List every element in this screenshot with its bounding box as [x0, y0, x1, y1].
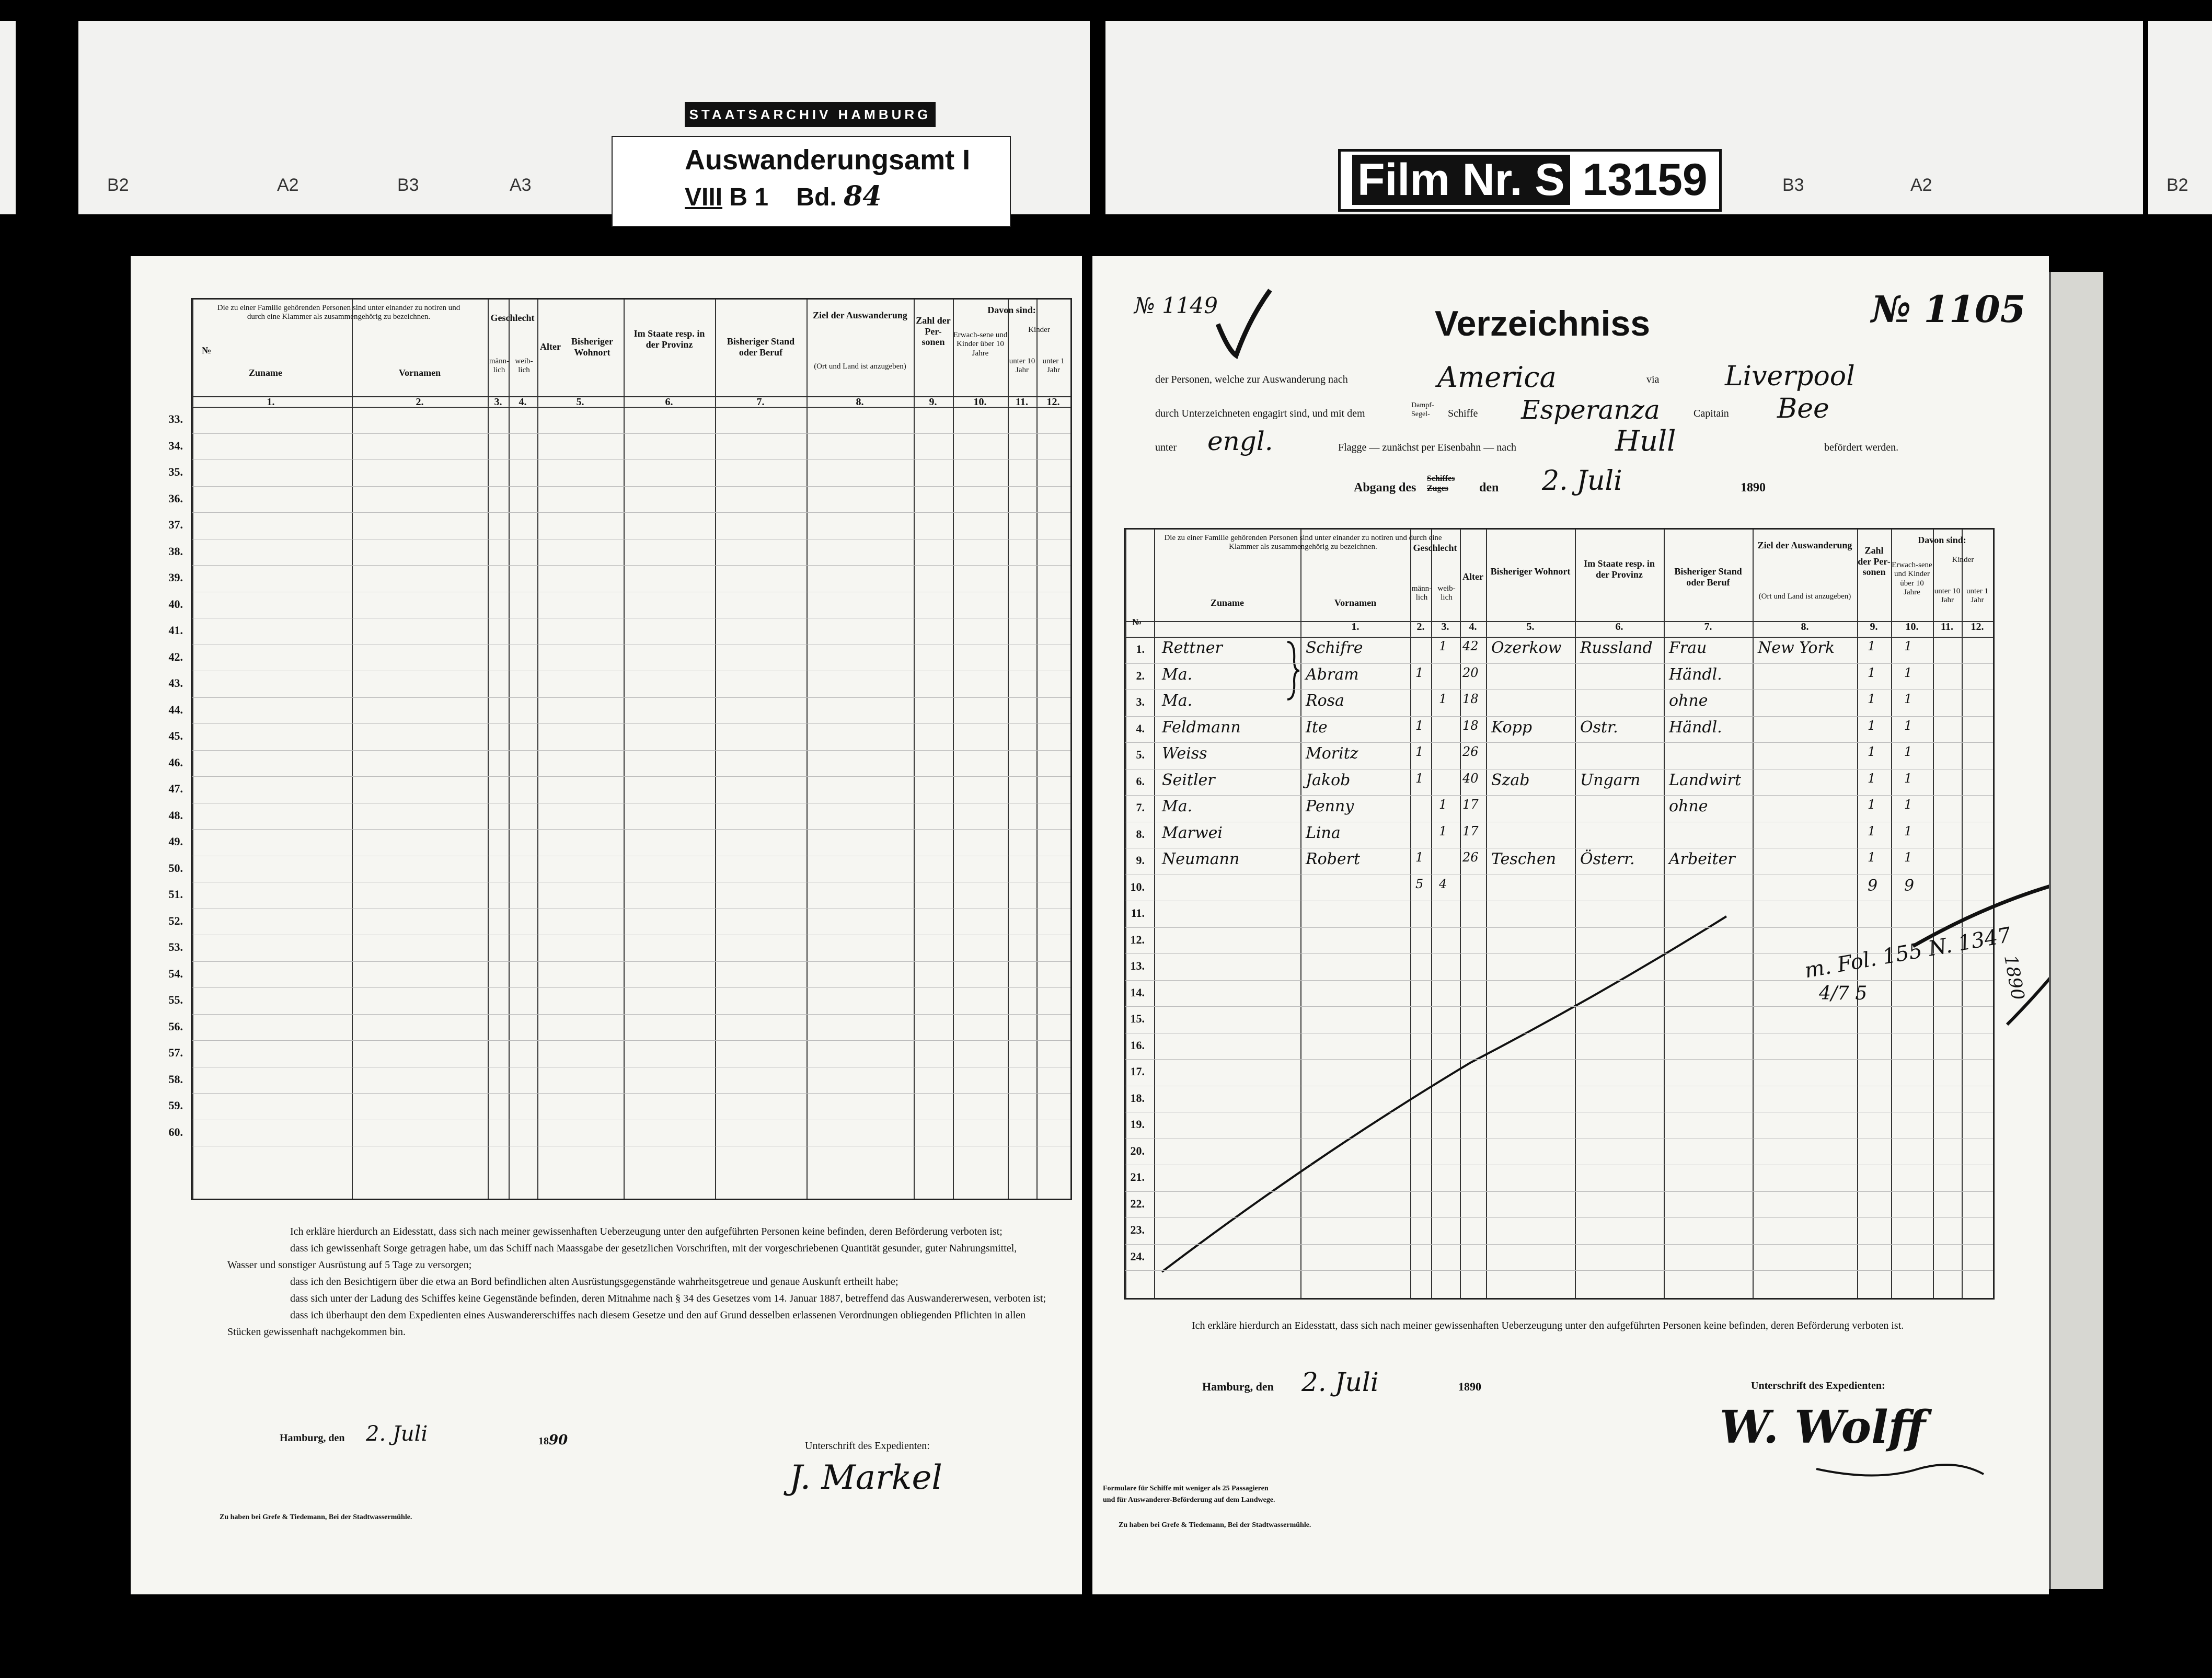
- row-number: 48.: [168, 808, 183, 822]
- captain-name: Bee: [1777, 393, 1829, 424]
- departure-den: den: [1479, 481, 1499, 495]
- header-family-note: Die zu einer Familie gehörenden Personen sind unter einander zu notiren und durch eine Klammer als zusammengehörig zu bezeichnen.: [217, 304, 460, 321]
- header-number-sign: №: [1132, 617, 1142, 627]
- passenger-alter: 18: [1462, 718, 1479, 733]
- film-perforation-gap: [1090, 0, 1105, 246]
- right-place-date: Hamburg, den: [1202, 1380, 1274, 1393]
- passenger-alter: 17: [1462, 797, 1479, 812]
- passenger-staat: Österr.: [1580, 850, 1635, 868]
- passenger-wohnort: Kopp: [1491, 718, 1533, 737]
- passenger-vorname: Robert: [1306, 850, 1361, 868]
- header-beruf: Bisheriger Stand oder Beruf: [727, 336, 795, 358]
- row-number: 38.: [168, 544, 183, 558]
- film-number: 13159: [1582, 155, 1708, 205]
- departure-label: Abgang des: [1354, 481, 1416, 495]
- passenger-vorname: Jakob: [1306, 771, 1351, 789]
- passenger-staat: Ostr.: [1580, 718, 1618, 737]
- right-signature-label: Unterschrift des Expedienten:: [1751, 1380, 1885, 1392]
- passenger-m: 1: [1415, 850, 1424, 865]
- left-declaration: [227, 1223, 1048, 1340]
- row-number: 15.: [1130, 1012, 1145, 1025]
- passenger-w: 1: [1439, 639, 1447, 653]
- row-number: 42.: [168, 650, 183, 663]
- row-number: 13.: [1130, 959, 1145, 972]
- row-number: 54.: [168, 967, 183, 980]
- row-number: 60.: [168, 1125, 183, 1139]
- row-rule: [192, 987, 1070, 988]
- passenger-zahl: 1: [1868, 797, 1876, 812]
- row-rule: [192, 961, 1070, 962]
- film-mark: B2: [2167, 175, 2188, 195]
- header-alter: Alter: [540, 341, 561, 352]
- header-ziel: Ziel der Auswanderung: [1757, 540, 1852, 550]
- passenger-wohnort: Teschen: [1491, 850, 1557, 868]
- row-rule: [1125, 927, 1993, 928]
- header-zahl: Zahl der Per-sonen: [916, 315, 951, 348]
- row-rule: [192, 486, 1070, 487]
- header-kinder: Kinder: [1952, 556, 1974, 564]
- row-rule: [1125, 1191, 1993, 1192]
- line3-text: Flagge — zunächst per Eisenbahn — nach: [1338, 442, 1517, 453]
- passenger-zahl: 1: [1868, 665, 1876, 680]
- left-place-date: Hamburg, den: [280, 1432, 345, 1444]
- declaration-paragraph: Ich erkläre hierdurch an Eidesstatt, dass sich nach meiner gewissenhaften Ueberzeugung unter den aufgeführten Personen keine befinden, deren Beförderung verboten ist;: [290, 1226, 1003, 1237]
- row-rule: [192, 723, 1070, 724]
- row-number: 55.: [168, 993, 183, 1006]
- column-number: 4.: [1469, 621, 1477, 633]
- passenger-zuname: Weiss: [1162, 744, 1207, 763]
- passenger-vorname: Abram: [1306, 665, 1359, 684]
- passenger-staat: Russland: [1580, 639, 1653, 657]
- line3-end: befördert werden.: [1824, 442, 1899, 453]
- header-ziel-note: (Ort und Land ist anzugeben): [1758, 592, 1851, 601]
- row-number: 39.: [168, 571, 183, 584]
- row-rule: [192, 433, 1070, 434]
- port: Hull: [1615, 424, 1676, 457]
- right-printer-note: Zu haben bei Grefe & Tiedemann, Bei der Stadtwassermühle.: [1119, 1521, 1311, 1529]
- check-mark-icon: [1213, 288, 1275, 361]
- flag: engl.: [1207, 426, 1273, 456]
- total-female: 4: [1439, 876, 1447, 891]
- header-erwachsene: Erwach-sene und Kinder über 10 Jahre: [1892, 561, 1932, 596]
- column-number: 12.: [1971, 621, 1984, 633]
- column-number: 7.: [1704, 621, 1712, 633]
- row-number: 34.: [168, 439, 183, 452]
- row-number: 56.: [168, 1019, 183, 1033]
- header-ziel: Ziel der Auswanderung: [813, 310, 907, 320]
- header-maennlich: männ-lich: [1411, 584, 1432, 602]
- header-unter1: unter 1 Jahr: [1966, 587, 1989, 605]
- film-mark: A3: [510, 175, 532, 195]
- passenger-zuname: Feldmann: [1162, 718, 1241, 737]
- header-weiblich: weib-lich: [1437, 584, 1456, 602]
- passenger-vorname: Lina: [1306, 823, 1341, 842]
- column-number: 5.: [1526, 621, 1535, 633]
- departure-year: 1890: [1741, 481, 1766, 495]
- passenger-zahl: 1: [1868, 850, 1876, 865]
- column-number: 11.: [1941, 621, 1953, 633]
- passenger-zahl: 1: [1868, 744, 1876, 759]
- row-rule: [1125, 1270, 1993, 1271]
- passenger-m: 1: [1415, 718, 1424, 733]
- year-suffix: 90: [549, 1432, 568, 1448]
- passenger-beruf: ohne: [1669, 692, 1708, 710]
- header-davon: Davon sind:: [1918, 535, 1966, 545]
- header-weiblich: weib-lich: [515, 357, 533, 375]
- header-geschlecht: Geschlecht: [1413, 543, 1457, 553]
- ship-type: Dampf- Segel-: [1411, 401, 1434, 418]
- passenger-staat: Ungarn: [1580, 771, 1641, 789]
- header-staate: Im Staate resp. in der Provinz: [1584, 558, 1655, 580]
- left-date-hand: 2. Juli: [366, 1422, 428, 1446]
- film-mark: B3: [397, 175, 419, 195]
- passenger-erw: 1: [1904, 744, 1913, 759]
- total-male: 5: [1415, 876, 1424, 891]
- column-number: 7.: [756, 396, 765, 408]
- row-number: 43.: [168, 676, 183, 689]
- passenger-m: 1: [1415, 665, 1424, 680]
- row-number: 57.: [168, 1046, 183, 1059]
- register-number-right: № 1105: [1871, 288, 2026, 331]
- row-number: 36.: [168, 491, 183, 505]
- archive-section: B 1: [729, 183, 769, 211]
- row-rule: [1125, 1217, 1993, 1218]
- cancellation-stroke: [1157, 843, 1732, 1277]
- ship-name: Esperanza: [1521, 395, 1660, 425]
- total-adults: 9: [1904, 876, 1915, 895]
- film-label: Film Nr. S: [1352, 155, 1570, 205]
- header-maennlich: männ-lich: [489, 357, 510, 375]
- header-vornamen: Vornamen: [1334, 597, 1377, 608]
- film-mark: B2: [107, 175, 129, 195]
- row-number: 16.: [1130, 1038, 1145, 1052]
- column-number: 6.: [1615, 621, 1623, 633]
- row-number: 17.: [1130, 1065, 1145, 1078]
- row-rule: [192, 565, 1070, 566]
- passenger-zuname: Seitler: [1162, 771, 1215, 789]
- passenger-w: 1: [1439, 823, 1447, 838]
- header-vornamen: Vornamen: [398, 367, 441, 378]
- passenger-zuname: Ma.: [1162, 665, 1193, 684]
- row-number: 1.: [1136, 642, 1145, 656]
- line1-text: der Personen, welche zur Auswanderung nach: [1155, 374, 1348, 385]
- passenger-vorname: Penny: [1306, 797, 1354, 815]
- row-number: 9.: [1136, 854, 1145, 867]
- passenger-ziel: New York: [1758, 639, 1835, 657]
- passenger-alter: 26: [1462, 744, 1479, 759]
- header-davon: Davon sind:: [987, 305, 1036, 315]
- passenger-erw: 1: [1904, 665, 1913, 680]
- row-number: 37.: [168, 518, 183, 531]
- right-year: 1890: [1458, 1380, 1481, 1393]
- column-number: 8.: [856, 396, 864, 408]
- row-number: 22.: [1130, 1197, 1145, 1210]
- captain-label: Capitain: [1693, 408, 1729, 419]
- passenger-zuname: Ma.: [1162, 692, 1193, 710]
- row-number: 53.: [168, 940, 183, 953]
- row-rule: [192, 829, 1070, 830]
- margin-note-folio: m. Fol. 155 N. 1347: [1803, 923, 2013, 983]
- header-erwachsene: Erwach-sene und Kinder über 10 Jahre: [953, 331, 1008, 358]
- column-number: 2.: [416, 396, 424, 408]
- via-label: via: [1646, 374, 1660, 385]
- column-number: 8.: [1801, 621, 1809, 633]
- passenger-wohnort: Ozerkow: [1491, 639, 1562, 657]
- left-register-table: [191, 298, 1072, 1200]
- passenger-erw: 1: [1904, 639, 1913, 653]
- row-number: 33.: [168, 412, 183, 426]
- row-number: 4.: [1136, 721, 1145, 735]
- passenger-alter: 40: [1462, 771, 1479, 786]
- column-number: 6.: [665, 396, 673, 408]
- row-number: 40.: [168, 597, 183, 611]
- header-wohnort: Bisheriger Wohnort: [571, 336, 613, 358]
- row-number: 7.: [1136, 801, 1145, 814]
- row-number: 6.: [1136, 774, 1145, 788]
- passenger-wohnort: Szab: [1491, 771, 1530, 789]
- margin-strokes: [1908, 873, 2065, 1030]
- row-rule: [192, 1014, 1070, 1015]
- row-rule: [1125, 689, 1993, 690]
- destination: America: [1437, 361, 1557, 394]
- header-kinder: Kinder: [1028, 326, 1050, 334]
- row-rule: [1125, 1006, 1993, 1007]
- row-number: 11.: [1131, 906, 1145, 920]
- year-prefix: 18: [538, 1435, 549, 1447]
- row-rule: [192, 512, 1070, 513]
- row-rule: [1125, 663, 1993, 664]
- passenger-erw: 1: [1904, 718, 1913, 733]
- row-number: 2.: [1136, 669, 1145, 682]
- row-number: 52.: [168, 914, 183, 927]
- passenger-beruf: ohne: [1669, 797, 1708, 815]
- row-rule: [192, 1040, 1070, 1041]
- column-number: 1.: [1351, 621, 1360, 633]
- passenger-alter: 42: [1462, 639, 1479, 653]
- form-note-2: und für Auswanderer-Beförderung auf dem Landwege.: [1103, 1496, 1275, 1504]
- column-number: 9.: [1870, 621, 1878, 633]
- row-number: 59.: [168, 1099, 183, 1112]
- row-number: 14.: [1130, 985, 1145, 999]
- header-ziel-note: (Ort und Land ist anzugeben): [814, 362, 906, 371]
- left-signature: J. Markel: [789, 1458, 942, 1497]
- film-mark: A2: [1910, 175, 1932, 195]
- row-number: 41.: [168, 624, 183, 637]
- row-rule: [1125, 1244, 1993, 1245]
- film-frame-band: [78, 21, 2143, 214]
- passenger-zahl: 1: [1868, 639, 1876, 653]
- row-number: 44.: [168, 703, 183, 716]
- passenger-vorname: Ite: [1306, 718, 1328, 737]
- passenger-beruf: Frau: [1669, 639, 1707, 657]
- header-geschlecht: Geschlecht: [490, 313, 535, 323]
- right-date-hand: 2. Juli: [1301, 1367, 1379, 1397]
- row-number: 50.: [168, 861, 183, 875]
- row-number: 20.: [1130, 1144, 1145, 1157]
- row-number: 35.: [168, 465, 183, 478]
- left-signature-label: Unterschrift des Expedienten:: [805, 1440, 930, 1452]
- passenger-zahl: 1: [1868, 771, 1876, 786]
- passenger-beruf: Händl.: [1669, 665, 1722, 684]
- row-rule: [1125, 742, 1993, 743]
- declaration-paragraph: dass ich den Besichtigern über die etwa an Bord befindlichen alten Ausrüstungsgegenstände wahrheitsgetreue und genaue Auskunft ertheilt habe;: [290, 1276, 898, 1288]
- header-unter1: unter 1 Jahr: [1042, 357, 1065, 375]
- row-rule: [1125, 795, 1993, 796]
- archive-volume: 84: [844, 180, 882, 212]
- header-alter: Alter: [1462, 571, 1483, 582]
- family-bracket-icon: [1285, 639, 1300, 702]
- row-rule: [1125, 1059, 1993, 1060]
- row-number: 21.: [1130, 1170, 1145, 1183]
- line2-schiffe: Schiffe: [1448, 408, 1478, 419]
- passenger-w: 1: [1439, 692, 1447, 706]
- passenger-alter: 17: [1462, 823, 1479, 838]
- row-number: 12.: [1130, 933, 1145, 946]
- header-staate: Im Staate resp. in der Provinz: [633, 328, 705, 350]
- declaration-paragraph: dass ich gewissenhaft Sorge getragen habe, um das Schiff nach Maassgabe der gesetzlichen Vorschriften, mit der vorgeschriebenen Quantität gesunder, guter Nahrungsmittel, Wasser und sonstiger Ausrüstung auf 5 Tage zu versorgen;: [227, 1243, 1017, 1271]
- row-number: 58.: [168, 1072, 183, 1086]
- signature-flourish: [1814, 1453, 1986, 1485]
- column-number: 10.: [973, 396, 987, 408]
- header-zahl: Zahl der Per-sonen: [1858, 545, 1891, 578]
- passenger-erw: 1: [1904, 771, 1913, 786]
- passenger-vorname: Moritz: [1306, 744, 1358, 763]
- column-number: 5.: [576, 396, 584, 408]
- passenger-erw: 1: [1904, 692, 1913, 706]
- film-strip: [0, 0, 2212, 246]
- line2-text: durch Unterzeichneten engagirt sind, und mit dem: [1155, 408, 1365, 419]
- row-number: 18.: [1130, 1091, 1145, 1105]
- passenger-alter: 18: [1462, 692, 1479, 706]
- passenger-zuname: Rettner: [1162, 639, 1223, 657]
- register-number-left: № 1149: [1134, 293, 1218, 318]
- header-number-sign: №: [201, 345, 212, 355]
- passenger-zuname: Marwei: [1162, 823, 1223, 842]
- row-number: 3.: [1136, 695, 1145, 708]
- row-number: 49.: [168, 835, 183, 848]
- row-number: 51.: [168, 888, 183, 901]
- passenger-beruf: Händl.: [1669, 718, 1722, 737]
- archive-section-roman: VIII: [685, 183, 723, 211]
- row-number: 5.: [1136, 748, 1145, 761]
- film-mark: B3: [1782, 175, 1804, 195]
- header-family-note: Die zu einer Familie gehörenden Personen sind unter einander zu notiren und durch eine Klammer als zusammengehörig zu bezeichnen.: [1164, 534, 1442, 551]
- passenger-beruf: Landwirt: [1669, 771, 1742, 789]
- column-number: 12.: [1046, 396, 1060, 408]
- right-declaration: Ich erkläre hierdurch an Eidesstatt, dass sich nach meiner gewissenhaften Ueberzeugung unter den aufgeführten Personen keine befinden, deren Beförderung verboten ist.: [1192, 1320, 1904, 1331]
- header-wohnort: Bisheriger Wohnort: [1490, 566, 1571, 577]
- film-number-label: [1338, 149, 1722, 212]
- passenger-zuname: Ma.: [1162, 797, 1193, 815]
- row-rule: [192, 459, 1070, 460]
- passenger-alter: 26: [1462, 850, 1479, 865]
- header-unter10: unter 10 Jahr: [1009, 357, 1035, 375]
- right-signature: W. Wolff: [1720, 1401, 1926, 1454]
- passenger-alter: 20: [1462, 665, 1479, 680]
- column-number: 10.: [1905, 621, 1919, 633]
- row-number: 8.: [1136, 827, 1145, 841]
- left-page: [131, 256, 1082, 1594]
- header-zuname: Zuname: [1210, 597, 1244, 608]
- archive-volume-label: Bd.: [796, 183, 837, 211]
- passenger-zuname: Neumann: [1162, 850, 1240, 868]
- total-persons: 9: [1868, 876, 1878, 895]
- right-page: [1092, 256, 2049, 1594]
- column-number: 9.: [929, 396, 937, 408]
- header-beruf: Bisheriger Stand oder Beruf: [1674, 566, 1742, 588]
- archive-office: Auswanderungsamt I: [685, 144, 971, 176]
- passenger-erw: 1: [1904, 797, 1913, 812]
- row-number: 47.: [168, 782, 183, 795]
- passenger-m: 1: [1415, 744, 1424, 759]
- margin-note-3: 1890: [2000, 953, 2029, 1002]
- line3-unter: unter: [1155, 442, 1177, 453]
- margin-note-2: 4/7 5: [1819, 983, 1868, 1004]
- column-number: 4.: [519, 396, 527, 408]
- via-port: Liverpool: [1725, 361, 1855, 392]
- row-number: 23.: [1130, 1223, 1145, 1236]
- passenger-erw: 1: [1904, 823, 1913, 838]
- row-rule: [192, 1093, 1070, 1094]
- film-mark: A2: [277, 175, 299, 195]
- passenger-beruf: Arbeiter: [1669, 850, 1735, 868]
- row-number: 46.: [168, 755, 183, 769]
- row-number: 24.: [1130, 1249, 1145, 1263]
- column-number: 2.: [1416, 621, 1425, 633]
- film-frame-left-stub: [0, 21, 16, 214]
- left-printer-note: Zu haben bei Grefe & Tiedemann, Bei der Stadtwassermühle.: [220, 1513, 412, 1521]
- passenger-zahl: 1: [1868, 692, 1876, 706]
- departure-date: 2. Juli: [1542, 465, 1622, 497]
- row-rule: [192, 697, 1070, 698]
- passenger-zahl: 1: [1868, 718, 1876, 733]
- column-number: 3.: [494, 396, 502, 408]
- row-number: 45.: [168, 729, 183, 742]
- document-title: Verzeichniss: [1435, 304, 1651, 343]
- row-rule: [192, 750, 1070, 751]
- departure-mode: Schiffes Zuges: [1427, 474, 1455, 493]
- row-rule: [1125, 980, 1993, 981]
- passenger-zahl: 1: [1868, 823, 1876, 838]
- left-year: [538, 1432, 568, 1448]
- passenger-vorname: Rosa: [1306, 692, 1344, 710]
- form-note-1: Formulare für Schiffe mit weniger als 25 Passagieren: [1103, 1485, 1269, 1492]
- archive-signature: [685, 180, 881, 212]
- passenger-w: 1: [1439, 797, 1447, 812]
- row-number: 19.: [1130, 1118, 1145, 1131]
- archive-stamp: STAATSARCHIV HAMBURG: [685, 102, 936, 127]
- column-number: 3.: [1441, 621, 1449, 633]
- row-rule: [1125, 716, 1993, 717]
- passenger-erw: 1: [1904, 850, 1913, 865]
- header-unter10: unter 10 Jahr: [1934, 587, 1961, 605]
- declaration-paragraph: dass ich überhaupt den dem Expedienten eines Auswandererschiffes nach diesem Gesetze und den auf Grund desselben erlassenen Verordnungen obliegenden Pflichten in allen Stücken gewissenhaft nachgekommen bin.: [227, 1309, 1026, 1338]
- header-zuname: Zuname: [248, 367, 282, 378]
- right-register-table: [1124, 528, 1995, 1300]
- passenger-m: 1: [1415, 771, 1424, 786]
- page-stack-edge: [2049, 272, 2103, 1589]
- column-number: 1.: [267, 396, 275, 408]
- row-rule: [192, 776, 1070, 777]
- declaration-paragraph: dass sich unter der Ladung des Schiffes keine Gegenstände befinden, deren Mitnahme nach § 34 des Gesetzes vom 14. Januar 1887, betreffend das Auswandererwesen, verboten ist;: [290, 1293, 1046, 1304]
- passenger-vorname: Schifre: [1306, 639, 1363, 657]
- column-number: 11.: [1016, 396, 1028, 408]
- row-number: 10.: [1130, 880, 1145, 893]
